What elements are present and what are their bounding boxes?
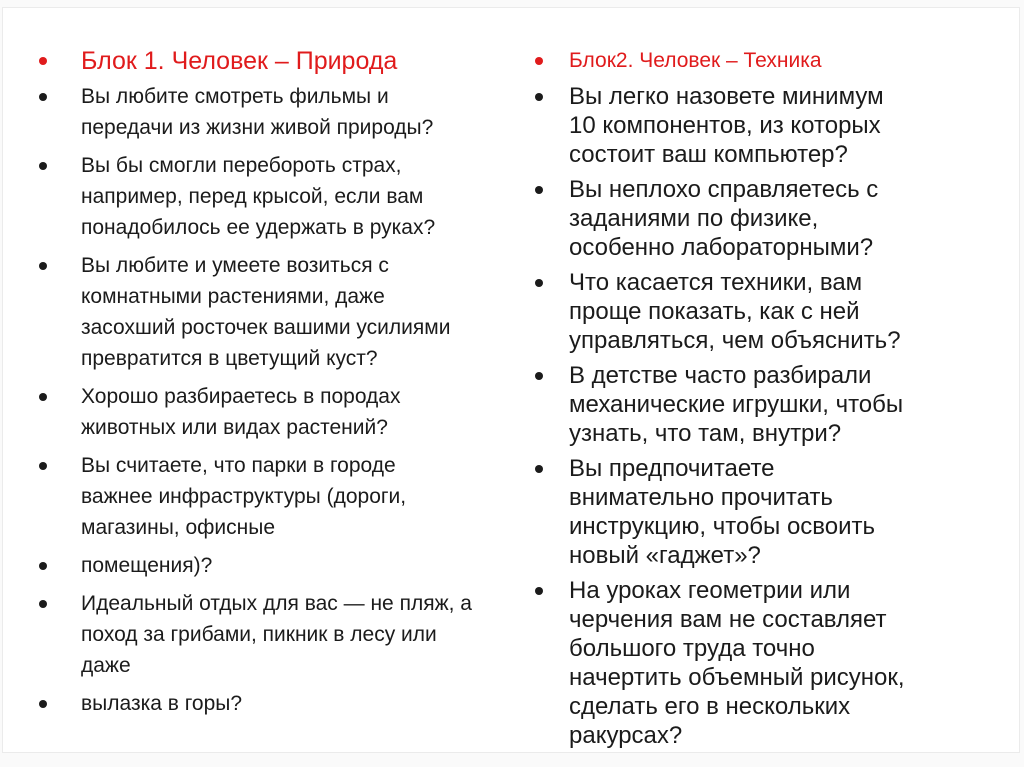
question-list [36,81,514,719]
bullet-icon [535,279,543,287]
bullet-icon [39,462,47,470]
list-item [36,550,514,581]
bullet-icon [535,465,543,473]
list-item-line: Вы неплохо справляетесь с [569,176,879,203]
bullet-icon [39,262,47,270]
list-item [36,81,514,143]
bullet-icon [39,93,47,101]
list-item-line: передачи из жизни живой природы? [81,116,434,139]
list-item-line: большого труда точно [569,635,815,662]
list-item-line: черчения вам не составляет [569,606,887,633]
list-item-line: например, перед крысой, если вам [81,185,424,208]
bullet-icon [39,600,47,608]
bullet-icon [535,93,543,101]
bullet-icon [39,162,47,170]
list-item-line: внимательно прочитать [569,484,833,511]
list-item-line: Вы любите и умеете возиться с [81,254,389,277]
list-item-line: магазины, офисные [81,516,276,539]
list-item [36,450,514,543]
list-item-line: даже [81,654,131,677]
list-item-line: Хорошо разбираетесь в породах [81,385,401,408]
list-item-line: превратится в цветущий куст? [81,347,378,370]
list-item [532,82,1000,169]
list-item [532,454,1000,570]
list-item [36,381,514,443]
list-item-line: сделать его в нескольких [569,693,851,720]
question-list [532,82,1000,750]
list-item-line: комнатными растениями, даже [81,285,385,308]
list-item-line: узнать, что там, внутри? [569,420,842,447]
list-item-line: Что касается техники, вам [569,269,863,296]
list-item-line: важнее инфраструктуры (дороги, [81,485,407,508]
list-item-line: ракурсах? [569,722,683,749]
bullet-icon [535,372,543,380]
list-item [36,150,514,243]
list-item-line: На уроках геометрии или [569,577,851,604]
block-heading-title: Блок 1. Человек – Природа [81,47,398,75]
list-item [36,688,514,719]
list-item-line: Вы легко назовете минимум [569,83,884,110]
list-item-line: Вы считаете, что парки в городе [81,454,396,477]
bullet-icon [535,587,543,595]
list-item-line: В детстве часто разбирали [569,362,872,389]
bullet-icon [39,700,47,708]
list-item-line: Вы предпочитаете [569,455,775,482]
list-item [532,361,1000,448]
list-item-line: состоит ваш компьютер? [569,141,848,168]
bullet-icon [39,393,47,401]
list-item-line: вылазка в горы? [81,692,243,715]
list-item [532,576,1000,750]
bullet-icon [535,186,543,194]
list-item-line: проще показать, как с ней [569,298,860,325]
list-item-line: животных или видах растений? [81,416,388,439]
list-item-line: начертить объемный рисунок, [569,664,905,691]
presentation-slide [2,7,1020,753]
bullet-icon [39,57,47,65]
block-heading [36,46,514,76]
list-item-line: механические игрушки, чтобы [569,391,904,418]
list-item [36,250,514,374]
bullet-icon [39,562,47,570]
list-item-line: заданиями по физике, [569,205,819,232]
list-item-line: инструкцию, чтобы освоить [569,513,876,540]
block-heading [532,48,1000,74]
list-item [532,175,1000,262]
list-item-line: Идеальный отдых для вас — не пляж, а [81,592,472,615]
list-item-line: 10 компонентов, из которых [569,112,881,139]
list-item-line: Вы любите смотреть фильмы и [81,85,389,108]
list-item [36,588,514,681]
list-item-line: понадобилось ее удержать в руках? [81,216,436,239]
list-item-line: Вы бы смогли перебороть страх, [81,154,402,177]
list-item [532,268,1000,355]
block-heading-title: Блок2. Человек – Техника [569,49,822,72]
list-item-line: управляться, чем объяснить? [569,327,901,354]
list-item-line: засохший росточек вашими усилиями [81,316,451,339]
list-item-line: поход за грибами, пикник в лесу или [81,623,437,646]
bullet-icon [535,57,543,65]
list-item-line: помещения)? [81,554,213,577]
column-technics [532,48,1000,756]
list-item-line: новый «гаджет»? [569,542,761,569]
column-nature [36,46,514,726]
list-item-line: особенно лабораторными? [569,234,874,261]
